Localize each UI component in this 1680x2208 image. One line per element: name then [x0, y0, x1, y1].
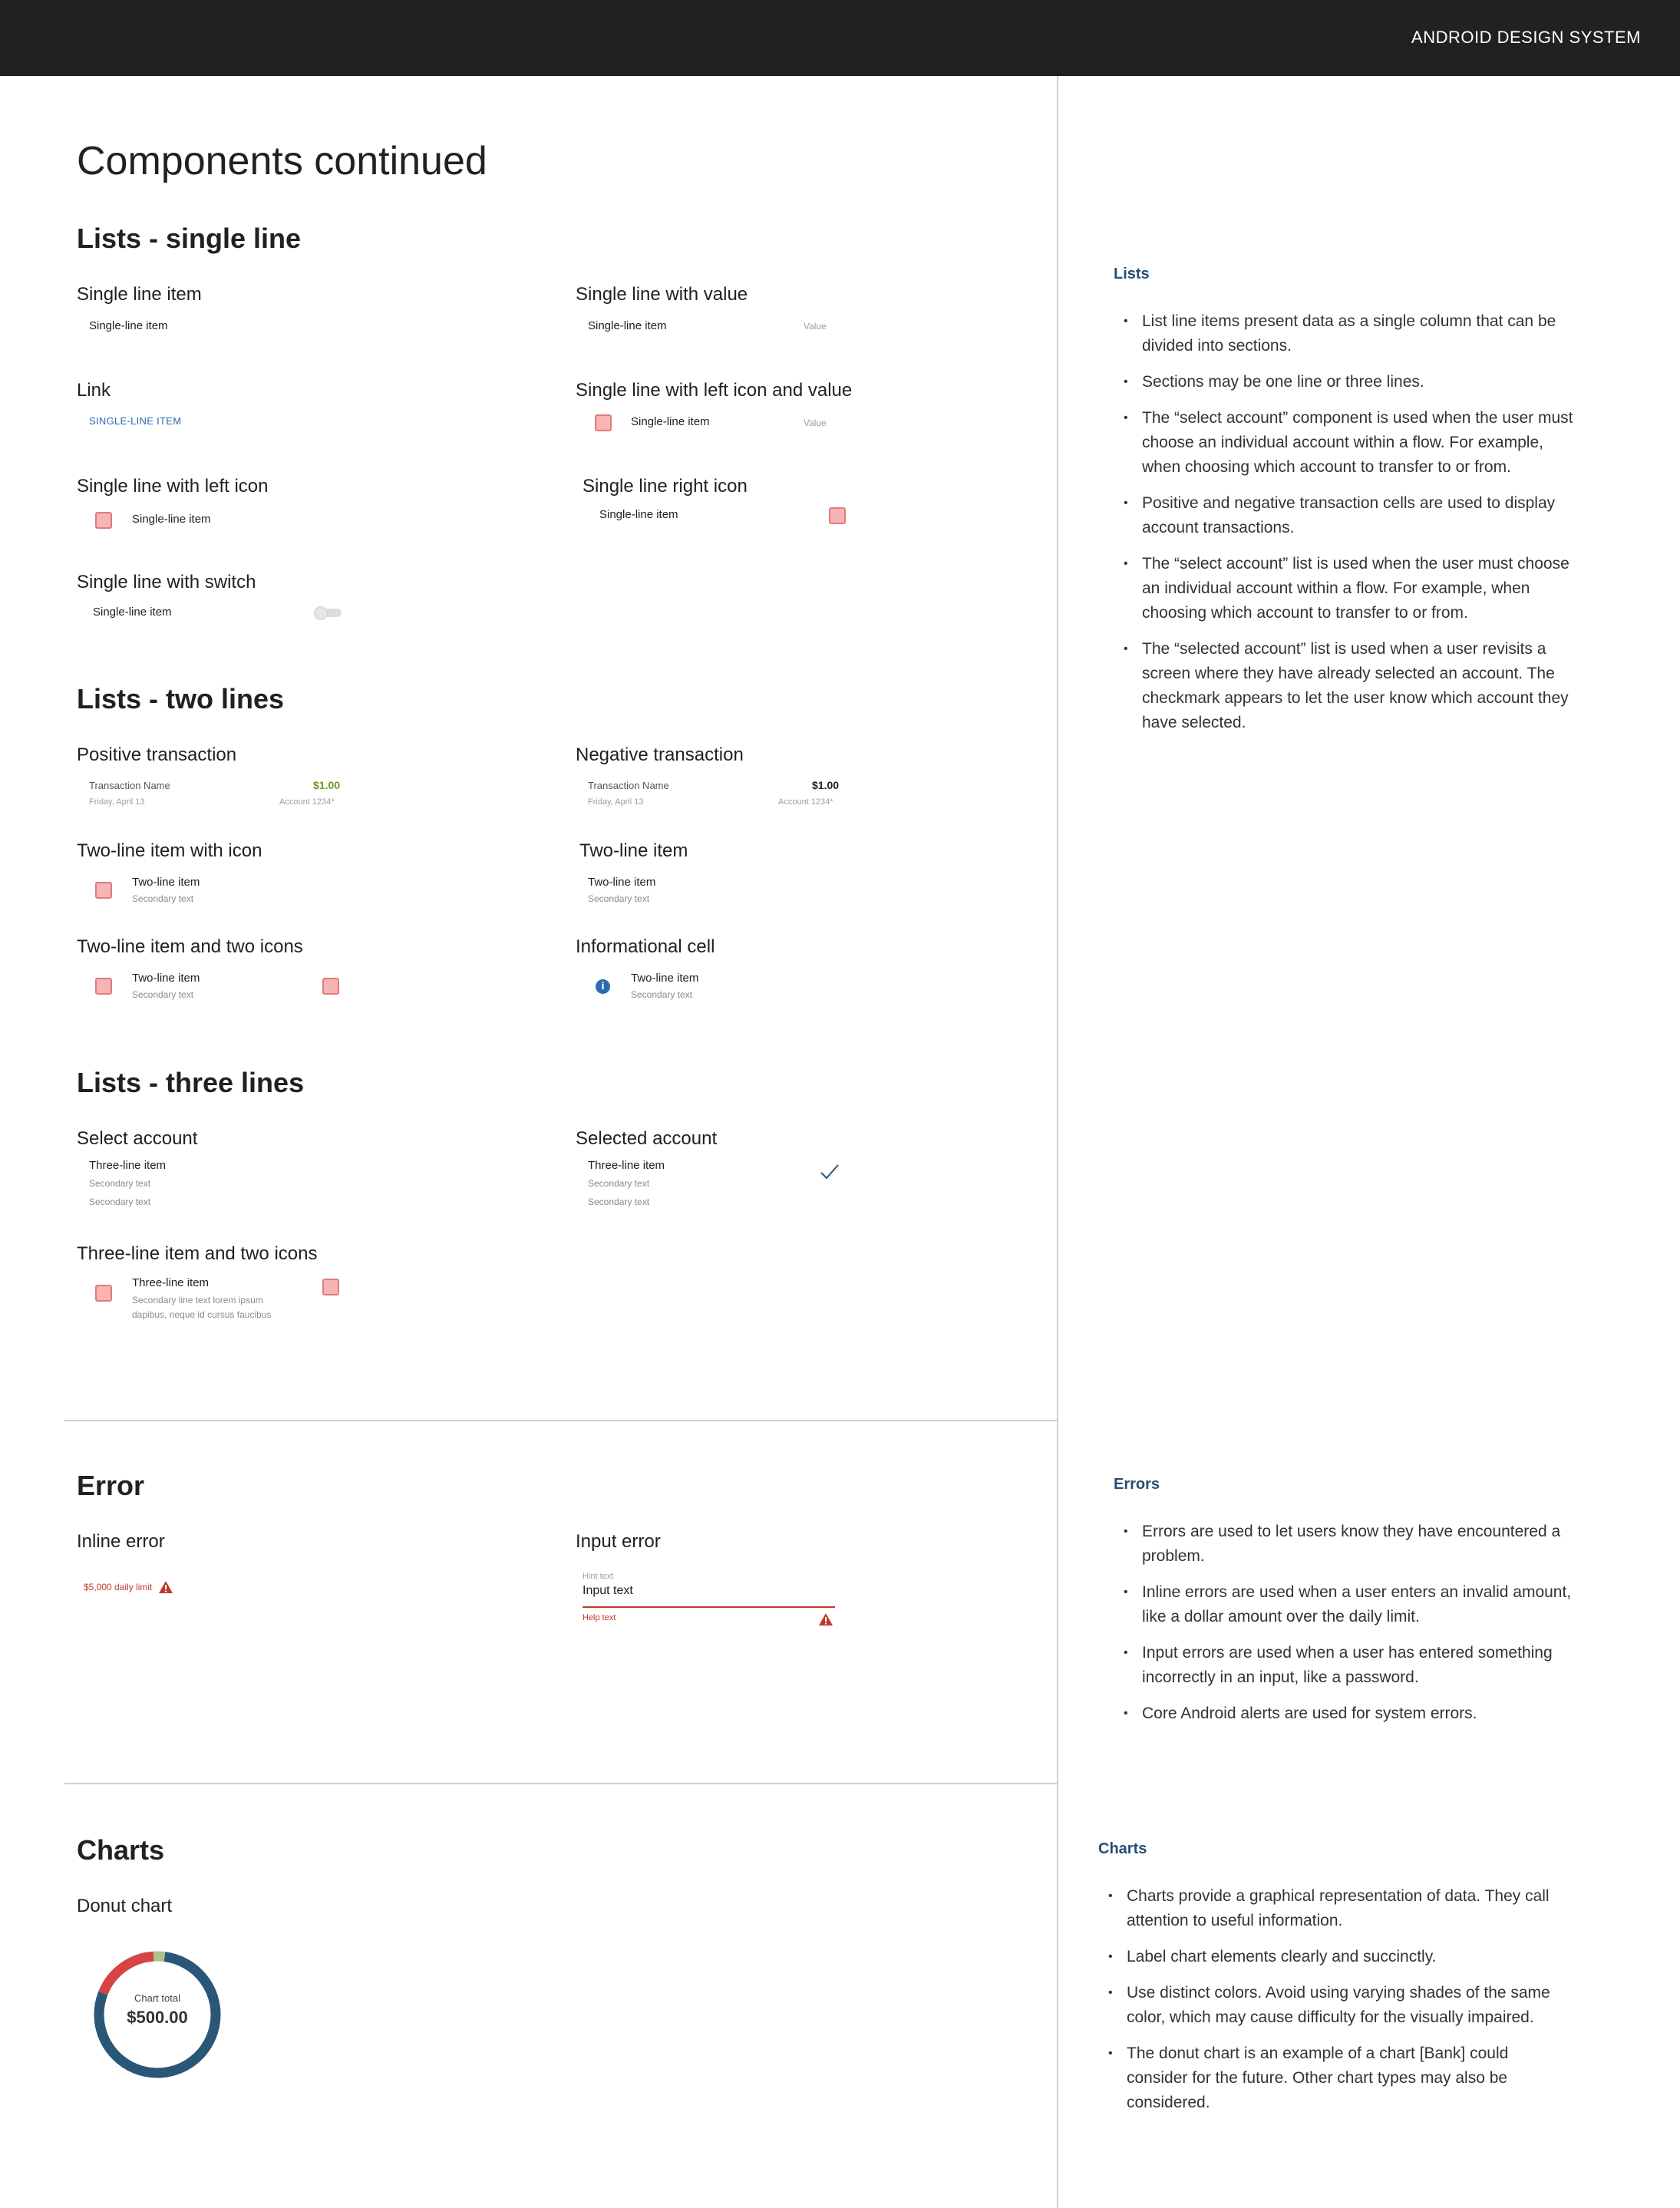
notes-title-lists: Lists — [1114, 266, 1150, 282]
note-item: • Positive and negative transaction cells are used to display account transactions. — [1114, 491, 1575, 540]
note-item: • The donut chart is an example of a chart [Bank] could consider for the future. Other chart types may also be considered. — [1099, 2041, 1560, 2115]
list-item-primary[interactable]: Two-line item — [132, 972, 200, 985]
section-title-lists-two: Lists - two lines — [77, 683, 285, 715]
chart-center-value: $500.00 — [127, 2008, 188, 2027]
section-divider-charts — [64, 1783, 1058, 1784]
error-input-field[interactable] — [583, 1572, 835, 1625]
label-switch: Single line with switch — [77, 572, 256, 592]
label-input-error: Input error — [576, 1531, 661, 1552]
list-item-secondary: Secondary text — [132, 893, 194, 904]
notes-title-errors: Errors — [1114, 1476, 1160, 1493]
label-donut-chart: Donut chart — [77, 1896, 173, 1916]
input-underline — [583, 1606, 835, 1608]
donut-slice — [153, 1956, 164, 1957]
label-two-line-icon: Two-line item with icon — [77, 840, 262, 861]
list-item-secondary: Secondary text — [89, 1178, 151, 1189]
info-icon: i — [596, 979, 610, 994]
note-item: • Label chart elements clearly and succinctly. — [1099, 1945, 1560, 1969]
brand-title: ANDROID DESIGN SYSTEM — [1411, 28, 1641, 47]
transaction-date: Friday, April 13 — [89, 797, 145, 807]
list-item-primary[interactable]: Two-line item — [132, 876, 200, 889]
label-informational-cell: Informational cell — [576, 936, 715, 957]
note-item: • Input errors are used when a user has entered something incorrectly in an input, like a password. — [1114, 1641, 1575, 1690]
list-item-right-icon[interactable]: Single-line item — [599, 508, 678, 521]
label-single-line-item: Single line item — [77, 284, 202, 305]
list-item-primary[interactable]: Two-line item — [631, 972, 699, 985]
list-item-left-icon[interactable]: Single-line item — [132, 513, 211, 526]
note-item: • Charts provide a graphical representation of data. They call attention to useful information. — [1099, 1884, 1560, 1933]
column-divider — [1057, 76, 1058, 2208]
list-item-secondary: Secondary text — [631, 989, 693, 1000]
switch-toggle[interactable] — [314, 606, 342, 619]
list-item-secondary: Secondary text — [588, 1196, 650, 1207]
section-title-error: Error — [77, 1470, 145, 1501]
note-item: • Sections may be one line or three lines. — [1114, 370, 1575, 394]
section-divider-error — [64, 1420, 1058, 1421]
note-item: • The “selected account” list is used when a user revisits a screen where they have already selected an account. The checkmark appears to let the user know which account they have selected. — [1114, 637, 1575, 735]
note-item: • Core Android alerts are used for system errors. — [1114, 1701, 1575, 1726]
warning-icon — [818, 1612, 833, 1626]
list-item-value: Value — [804, 418, 827, 428]
section-title-lists-three: Lists - three lines — [77, 1067, 305, 1098]
donut-slice — [103, 1956, 153, 1993]
label-two-line-item: Two-line item — [579, 840, 688, 861]
chart-center-label: Chart total — [134, 1992, 180, 2004]
top-bar — [0, 0, 1680, 76]
notes-list-lists — [1114, 309, 1575, 747]
label-inline-error: Inline error — [77, 1531, 165, 1552]
notes-list-errors — [1114, 1520, 1575, 1738]
list-item-single[interactable]: Single-line item — [89, 319, 168, 332]
label-select-account: Select account — [77, 1128, 198, 1149]
placeholder-icon — [322, 1279, 339, 1295]
notes-list-charts — [1099, 1884, 1560, 2127]
page-title: Components continued — [77, 139, 487, 183]
transaction-date: Friday, April 13 — [588, 797, 644, 807]
transaction-account: Account 1234* — [778, 797, 833, 807]
label-left-icon-value: Single line with left icon and value — [576, 380, 853, 401]
label-three-line-two-icons: Three-line item and two icons — [77, 1243, 318, 1264]
input-value[interactable]: Input text — [583, 1584, 633, 1597]
note-item: • Errors are used to let users know they have encountered a problem. — [1114, 1520, 1575, 1569]
label-right-icon: Single line right icon — [583, 476, 748, 497]
checkmark-icon — [820, 1163, 840, 1180]
placeholder-icon — [95, 512, 112, 529]
placeholder-icon — [829, 507, 846, 524]
inline-error-text: $5,000 daily limit — [84, 1582, 153, 1592]
list-item-primary[interactable]: Three-line item — [588, 1159, 665, 1172]
transaction-account: Account 1234* — [279, 797, 335, 807]
list-item-switch: Single-line item — [93, 606, 172, 619]
donut-chart — [92, 1949, 223, 2080]
placeholder-icon — [595, 414, 612, 431]
input-help-text: Help text — [583, 1613, 616, 1622]
label-two-line-two-icons: Two-line item and two icons — [77, 936, 303, 957]
transaction-name: Transaction Name — [588, 780, 669, 791]
list-item-secondary: Secondary text — [588, 1178, 650, 1189]
list-item-secondary: dapibus, neque id cursus faucibus — [132, 1309, 272, 1320]
list-item-secondary: Secondary text — [588, 893, 650, 904]
label-left-icon: Single line with left icon — [77, 476, 269, 497]
transaction-amount-positive: $1.00 — [313, 779, 341, 791]
label-selected-account: Selected account — [576, 1128, 718, 1149]
switch-knob — [314, 606, 328, 620]
note-item: • Use distinct colors. Avoid using varying shades of the same color, which may cause difficulty for the visually impaired. — [1099, 1981, 1560, 2030]
note-item: • Inline errors are used when a user enters an invalid amount, like a dollar amount over the daily limit. — [1114, 1580, 1575, 1629]
transaction-name: Transaction Name — [89, 780, 170, 791]
list-item-secondary: Secondary line text lorem ipsum — [132, 1295, 263, 1305]
placeholder-icon — [322, 978, 339, 995]
list-item-left-icon-value[interactable]: Single-line item — [631, 415, 710, 428]
section-title-lists-single: Lists - single line — [77, 223, 302, 254]
label-single-line-value: Single line with value — [576, 284, 748, 305]
note-item: • The “select account” component is used when the user must choose an individual account within a flow. For example, when choosing which account to transfer to or from. — [1114, 406, 1575, 480]
list-item-secondary: Secondary text — [132, 989, 194, 1000]
label-negative-transaction: Negative transaction — [576, 744, 744, 765]
label-link: Link — [77, 380, 111, 401]
placeholder-icon — [95, 1285, 112, 1302]
input-hint: Hint text — [583, 1572, 614, 1581]
list-item-primary[interactable]: Three-line item — [89, 1159, 167, 1172]
notes-title-charts: Charts — [1098, 1840, 1147, 1857]
section-title-charts: Charts — [77, 1834, 165, 1866]
placeholder-icon — [95, 978, 112, 995]
note-item: • The “select account” list is used when the user must choose an individual account within a flow. For example, when choosing which account to transfer to or from. — [1114, 552, 1575, 625]
list-item-link[interactable]: SINGLE-LINE ITEM — [89, 415, 182, 427]
list-item-secondary: Secondary text — [89, 1196, 151, 1207]
warning-icon — [158, 1580, 173, 1594]
list-item-primary[interactable]: Three-line item — [132, 1276, 210, 1289]
list-item-value: Value — [804, 321, 827, 332]
list-item-primary[interactable]: Two-line item — [588, 876, 656, 889]
placeholder-icon — [95, 882, 112, 899]
note-item: • List line items present data as a single column that can be divided into sections. — [1114, 309, 1575, 358]
list-item-single-value[interactable]: Single-line item — [588, 319, 667, 332]
transaction-amount-negative: $1.00 — [812, 779, 840, 791]
label-positive-transaction: Positive transaction — [77, 744, 237, 765]
